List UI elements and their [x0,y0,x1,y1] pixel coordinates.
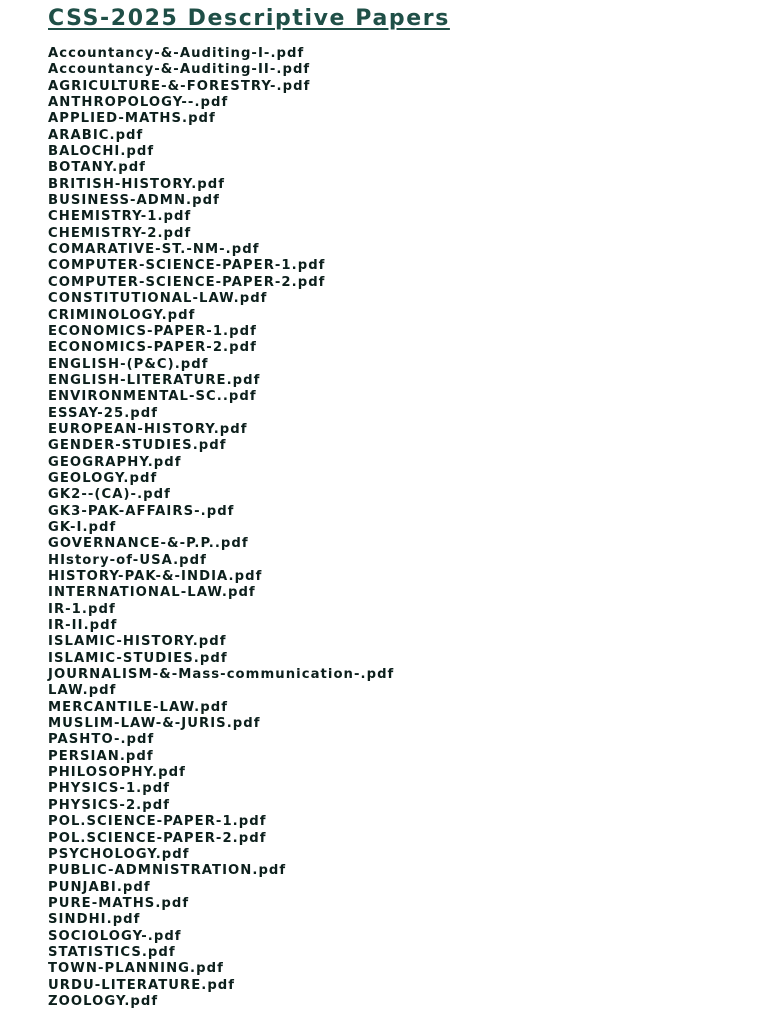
file-name: LAW.pdf [48,683,117,699]
file-name: STATISTICS.pdf [48,944,176,960]
file-list [48,46,394,1010]
file-name: PUNJABI.pdf [48,879,151,895]
file-name: POL.SCIENCE-PAPER-1.pdf [48,814,267,830]
file-name: Accountancy-&-Auditing-I-.pdf [48,46,305,61]
file-name: BALOCHI.pdf [48,144,155,160]
file-name: Accountancy-&-Auditing-II-.pdf [48,62,311,78]
file-name: PASHTO-.pdf [48,732,155,748]
file-name: SINDHI.pdf [48,912,141,928]
file-name: HISTORY-PAK-&-INDIA.pdf [48,569,263,584]
page-title: CSS-2025 Descriptive Papers [48,6,450,31]
file-name: GK2--(CA)-.pdf [48,487,171,503]
file-name: PUBLIC-ADMNISTRATION.pdf [48,863,287,879]
file-name: TOWN-PLANNING.pdf [48,961,224,977]
file-name: GENDER-STUDIES.pdf [48,438,227,454]
file-name: ECONOMICS-PAPER-2.pdf [48,340,257,356]
file-name: EUROPEAN-HISTORY.pdf [48,421,248,437]
file-name: BOTANY.pdf [48,160,146,176]
file-name: ESSAY-25.pdf [48,405,159,421]
file-name: PHILOSOPHY.pdf [48,765,186,781]
file-name: MERCANTILE-LAW.pdf [48,699,229,715]
file-name: ISLAMIC-HISTORY.pdf [48,634,227,650]
file-name: BUSINESS-ADMN.pdf [48,193,220,209]
file-name: HIstory-of-USA.pdf [48,552,207,568]
file-name: CHEMISTRY-2.pdf [48,225,192,241]
file-name: COMARATIVE-ST.-NM-.pdf [48,242,260,258]
file-name: ISLAMIC-STUDIES.pdf [48,650,228,666]
file-name: BRITISH-HISTORY.pdf [48,176,226,192]
file-name: PSYCHOLOGY.pdf [48,846,190,862]
file-name: JOURNALISM-&-Mass-communication-.pdf [48,667,395,683]
file-name: ENGLISH-LITERATURE.pdf [48,372,261,388]
file-name: SOCIOLOGY-.pdf [48,928,182,944]
file-name: PHYSICS-2.pdf [48,797,171,813]
file-name: MUSLIM-LAW-&-JURIS.pdf [48,716,261,732]
file-name: ECONOMICS-PAPER-1.pdf [48,323,257,339]
file-name: COMPUTER-SCIENCE-PAPER-1.pdf [48,258,326,274]
file-name: GK3-PAK-AFFAIRS-.pdf [48,503,235,519]
file-name: GEOGRAPHY.pdf [48,454,182,470]
file-name: APPLIED-MATHS.pdf [48,111,216,127]
file-name: AGRICULTURE-&-FORESTRY-.pdf [48,78,311,94]
file-name: PHYSICS-1.pdf [48,781,171,797]
file-name: ENVIRONMENTAL-SC..pdf [48,389,257,405]
file-name: CONSTITUTIONAL-LAW.pdf [48,291,268,307]
file-name: ANTHROPOLOGY--.pdf [48,95,229,111]
file-name: GEOLOGY.pdf [48,470,158,486]
file-name: COMPUTER-SCIENCE-PAPER-2.pdf [48,274,326,290]
file-name: GOVERNANCE-&-P.P..pdf [48,536,249,552]
file-name: POL.SCIENCE-PAPER-2.pdf [48,830,267,846]
file-name: IR-1.pdf [48,601,116,617]
file-name: CHEMISTRY-1.pdf [48,209,192,225]
file-name: PURE-MATHS.pdf [48,895,190,911]
file-name: ARABIC.pdf [48,127,144,143]
file-name: GK-I.pdf [48,519,117,535]
file-name: ZOOLOGY.pdf [48,993,159,1009]
file-name: INTERNATIONAL-LAW.pdf [48,585,256,601]
file-name: CRIMINOLOGY.pdf [48,307,196,323]
file-name: ENGLISH-(P&C).pdf [48,356,209,372]
file-name: IR-II.pdf [48,618,118,634]
file-name: PERSIAN.pdf [48,748,154,764]
file-name: URDU-LITERATURE.pdf [48,977,236,993]
